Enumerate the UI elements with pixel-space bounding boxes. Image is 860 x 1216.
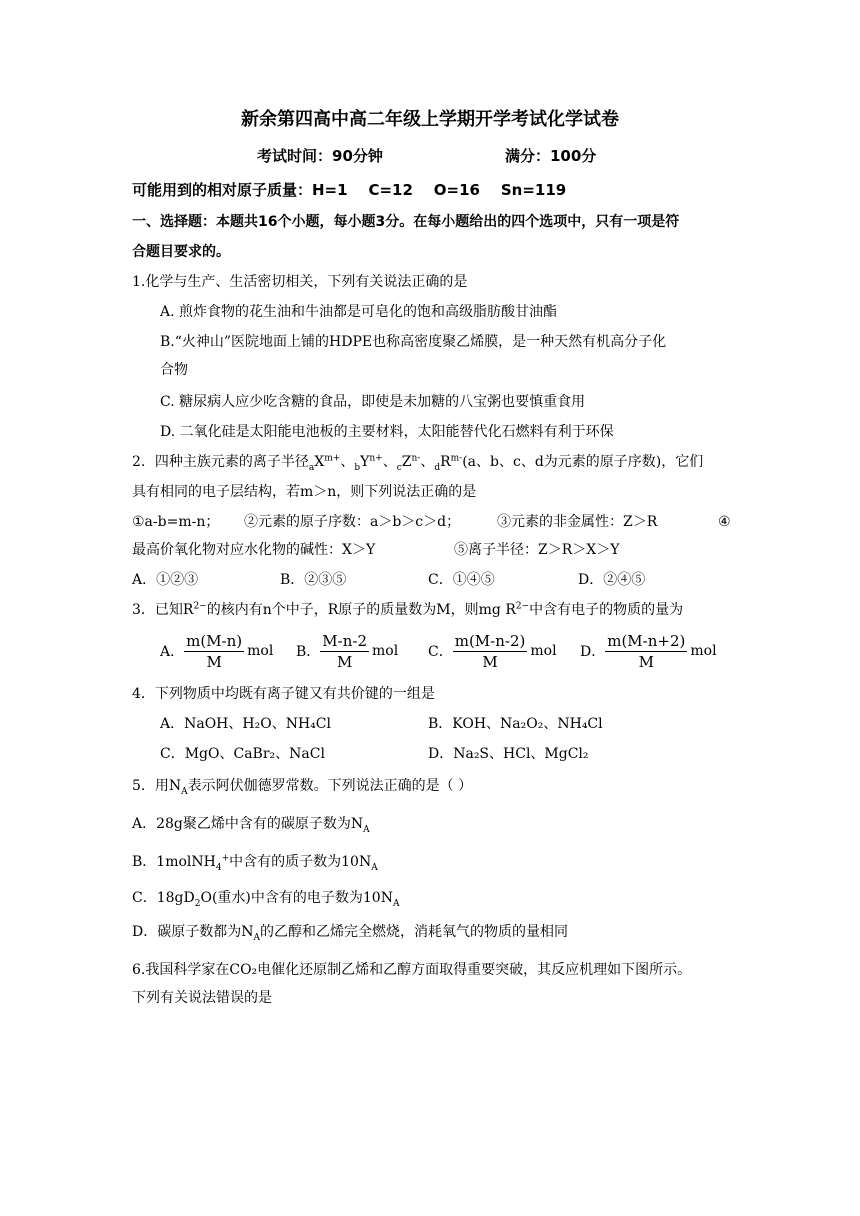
q4-option-b: B．KOH、Na₂O₂、NH₄Cl <box>428 716 603 732</box>
q3-option-b-label: B． <box>296 644 321 660</box>
q2-stem-b: (a、b、c、d为元素的原子序数)，它们 <box>462 454 704 470</box>
q5-option-d <box>132 922 568 942</box>
unit-mol: mol <box>372 643 399 659</box>
q2-statement-1: ①a-b=m-n； <box>132 514 220 530</box>
q5-option-c-text: (重水)中含有的电子数为 <box>211 890 363 906</box>
q5-option-c <box>132 888 399 908</box>
q3-stem <box>132 600 683 620</box>
q4-option-a: A．NaOH、H₂O、NH₄Cl <box>160 716 331 732</box>
q5-stem <box>132 776 472 796</box>
q2-statement-3: ③元素的非金属性：Z＞R <box>497 514 658 530</box>
q3-stem-b: 的核内有n个中子，R原子的质量数为M，则mg R <box>206 602 516 618</box>
q2-line2: 具有相同的电子层结构，若m＞n，则下列说法正确的是 <box>132 484 477 500</box>
formula-subscript: 2 <box>194 898 201 909</box>
ammonium-formula: 1molNH <box>156 854 216 870</box>
q4-option-c: C．MgO、CaBr₂、NaCl <box>160 746 325 762</box>
q1-option-a: A. 煎炸食物的花生油和牛油都是可皂化的饱和高级脂肪酸甘油酯 <box>160 304 558 320</box>
fraction-denominator: M <box>638 652 654 671</box>
fraction-numerator: M-n-2 <box>322 631 367 650</box>
section1-line1: 一、选择题：本题共16个小题，每小题3分。在每小题给出的四个选项中，只有一项是符 <box>132 214 680 230</box>
q5-option-a <box>132 814 370 834</box>
q5-option-b-text: 中含有的质子数为 <box>229 854 342 870</box>
q1-option-b-line1: B.“火神山”医院地面上铺的HDPE也称高密度聚乙烯膜，是一种天然有机高分子化 <box>160 334 667 350</box>
q2-stem: 2．四种主族元素的离子半径$_aX^{m+}$、$_bY^{n+}$、$_cZ^{n-}$、$_dR^{m-}(a$、b、c、d为元素的原子序数)，它们 <box>132 453 704 473</box>
section1-line2: 合题目要求的。 <box>132 244 230 260</box>
fraction-numerator: m(M-n-2) <box>454 631 526 650</box>
na-symbol: N <box>241 924 254 940</box>
na-symbol: N <box>168 778 182 794</box>
q3-option-b-fraction <box>320 631 369 672</box>
na-subscript: A <box>392 898 400 909</box>
q3-option-a <box>160 628 273 674</box>
q3-option-b <box>296 628 398 674</box>
full-score: 满分：100分 <box>505 147 597 165</box>
q2-stem-a: 2．四种主族元素的离子半径 <box>132 454 309 470</box>
q4-stem: 4．下列物质中均既有离子键又有共价键的一组是 <box>132 686 435 702</box>
q2-option-c: C．①④⑤ <box>428 572 495 588</box>
q5-option-c-label: C． <box>132 890 157 906</box>
unit-mol: mol <box>247 643 274 659</box>
q5-option-b-value: 10N <box>341 854 372 870</box>
q3-option-d <box>580 628 717 674</box>
formula-charge: + <box>221 853 230 864</box>
q3-charge-2: 2− <box>515 601 530 612</box>
unit-mol: mol <box>690 643 717 659</box>
fraction-denominator: M <box>482 652 498 671</box>
q1-option-d: D. 二氧化硅是太阳能电池板的主要材料，太阳能替代化石燃料有利于环保 <box>160 424 614 440</box>
na-subscript: A <box>253 932 260 943</box>
q2-option-d: D．②④⑤ <box>578 572 646 588</box>
q3-stem-a: 3．已知R <box>132 602 194 618</box>
q5-option-d-text-a: D．碳原子数都为 <box>132 924 242 940</box>
fraction-denominator: M <box>336 652 353 671</box>
na-subscript: A <box>181 786 188 797</box>
q2-option-b: B．②③⑤ <box>280 572 347 588</box>
q5-option-b <box>132 852 378 872</box>
atomic-mass-line: 可能用到的相对原子质量：H=1 C=12 O=16 Sn=119 <box>132 181 567 199</box>
heavy-water-formula: 18gD <box>156 890 195 906</box>
q5-option-a-text: A．28g聚乙烯中含有的碳原子数为 <box>132 816 351 832</box>
q2-line4b: ⑤离子半径：Z＞R＞X＞Y <box>454 542 620 558</box>
q5-stem-b: 表示阿伏伽德罗常数。下列说法正确的是（ ） <box>187 778 473 794</box>
q5-stem-a: 5．用 <box>132 778 169 794</box>
q4-option-d: D．Na₂S、HCl、MgCl₂ <box>428 746 589 762</box>
na-symbol: N <box>350 816 364 832</box>
na-subscript: A <box>363 824 370 835</box>
q2-option-a: A．①②③ <box>132 572 199 588</box>
q1-stem: 1.化学与生产、生活密切相关，下列有关说法正确的是 <box>132 274 468 290</box>
q5-option-c-value: 10N <box>362 890 393 906</box>
q2-statement-4: ④ <box>718 514 731 530</box>
q3-option-d-fraction <box>605 631 687 672</box>
q1-option-b-line2: 合物 <box>160 362 188 378</box>
q3-option-c-fraction <box>453 631 528 672</box>
q1-option-c: C. 糖尿病人应少吃含糖的食品，即使是未加糖的八宝粥也要慎重食用 <box>160 394 586 410</box>
q3-option-d-label: D． <box>580 644 606 660</box>
unit-mol: mol <box>530 643 557 659</box>
fraction-numerator: m(M-n) <box>186 631 243 650</box>
q6-line2: 下列有关说法错误的是 <box>132 990 272 1006</box>
q3-option-a-fraction <box>184 631 244 672</box>
exam-time: 考试时间：90分钟 <box>257 147 383 165</box>
formula-subscript: 4 <box>215 862 222 873</box>
fraction-numerator: m(M-n+2) <box>607 631 686 650</box>
exam-title: 新余第四高中高二年级上学期开学考试化学试卷 <box>241 109 619 130</box>
q2-line4a: 最高价氧化物对应水化物的碱性：X＞Y <box>132 542 376 558</box>
q3-stem-c: 中含有电子的物质的量为 <box>529 602 684 618</box>
na-subscript: A <box>371 862 378 873</box>
q3-charge: 2− <box>193 601 207 612</box>
q3-option-c-label: C． <box>428 644 453 660</box>
q3-option-a-label: A． <box>160 644 185 660</box>
q5-option-b-label: B． <box>132 854 157 870</box>
formula-oxygen: O <box>200 890 212 906</box>
q6-line1: 6.我国科学家在CO₂电催化还原制乙烯和乙醇方面取得重要突破，其反应机理如下图所示。 <box>132 962 692 978</box>
q2-statement-2: ②元素的原子序数：a＞b＞c＞d； <box>244 514 461 530</box>
q5-option-d-text-b: 的乙醇和乙烯完全燃烧，消耗氧气的物质的量相同 <box>259 924 568 940</box>
fraction-denominator: M <box>206 652 222 671</box>
q3-option-c <box>428 628 557 674</box>
